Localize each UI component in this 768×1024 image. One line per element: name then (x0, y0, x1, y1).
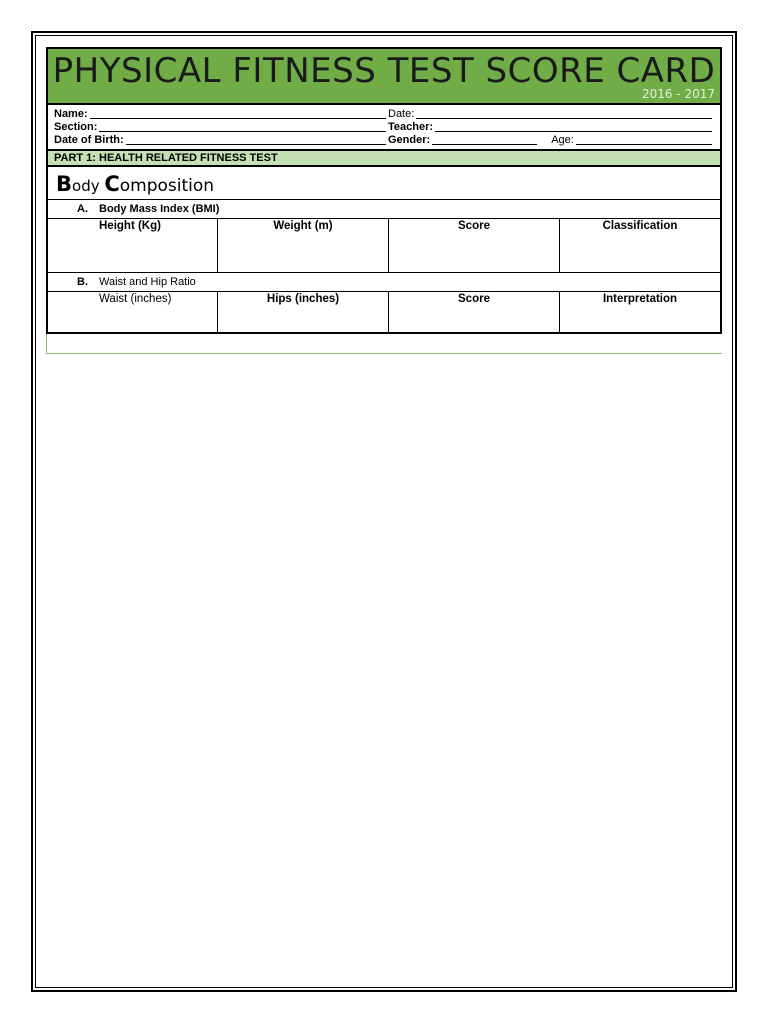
whr-interpretation-cell[interactable]: Interpretation (602, 293, 678, 305)
dob-field[interactable] (126, 134, 386, 145)
whr-score-cell[interactable]: Score (389, 292, 560, 332)
name-label: Name: (54, 108, 88, 120)
date-label: Date: (388, 108, 415, 120)
whr-label: Waist and Hip Ratio (99, 276, 196, 288)
teacher-label: Teacher: (388, 121, 434, 133)
heading-rest-composition: omposition (119, 176, 215, 196)
info-row-2 (54, 121, 714, 134)
school-year: 2016 - 2017 (641, 87, 715, 101)
heading-initial-c: C (104, 172, 120, 196)
heading-rest-body: ody (72, 177, 105, 195)
bmi-letter: A. (77, 203, 88, 215)
dob-label: Date of Birth: (54, 134, 124, 146)
body-composition-heading (48, 167, 720, 200)
name-field[interactable] (90, 108, 386, 119)
whr-letter: B. (77, 276, 88, 288)
bmi-weight-cell[interactable]: Weight (m) (218, 219, 389, 272)
bmi-height-cell[interactable]: Height (Kg) (48, 219, 218, 272)
card-title: PHYSICAL FITNESS TEST SCORE CARD (52, 51, 716, 91)
teacher-field[interactable] (435, 121, 712, 132)
part1-heading: PART 1: HEALTH RELATED FITNESS TEST (46, 149, 722, 167)
bmi-heading (48, 200, 720, 219)
whr-hips-cell[interactable]: Hips (inches) (218, 292, 389, 332)
bmi-score-cell[interactable]: Score (389, 219, 560, 272)
bmi-label: Body Mass Index (BMI) (99, 203, 220, 215)
score-card (46, 47, 722, 354)
bmi-classification-cell[interactable]: Classification (602, 220, 678, 232)
age-label: Age: (551, 134, 574, 146)
bmi-table (48, 219, 720, 272)
info-row-1 (54, 108, 714, 121)
student-info (46, 103, 722, 149)
section-field[interactable] (99, 121, 386, 132)
whr-heading (48, 272, 720, 292)
whr-row (48, 292, 720, 332)
gender-field[interactable] (432, 134, 537, 145)
bmi-row (48, 219, 720, 272)
whr-waist-cell[interactable]: Waist (inches) (48, 292, 218, 332)
body-composition-section (46, 167, 722, 334)
green-footer-line (46, 334, 722, 354)
date-field[interactable] (416, 108, 712, 119)
whr-table (48, 292, 720, 332)
title-bar (46, 47, 722, 103)
gender-label: Gender: (388, 134, 431, 146)
heading-initial-b: B (56, 172, 73, 196)
age-field[interactable] (576, 134, 712, 145)
info-row-3 (54, 134, 714, 147)
section-label: Section: (54, 121, 98, 133)
